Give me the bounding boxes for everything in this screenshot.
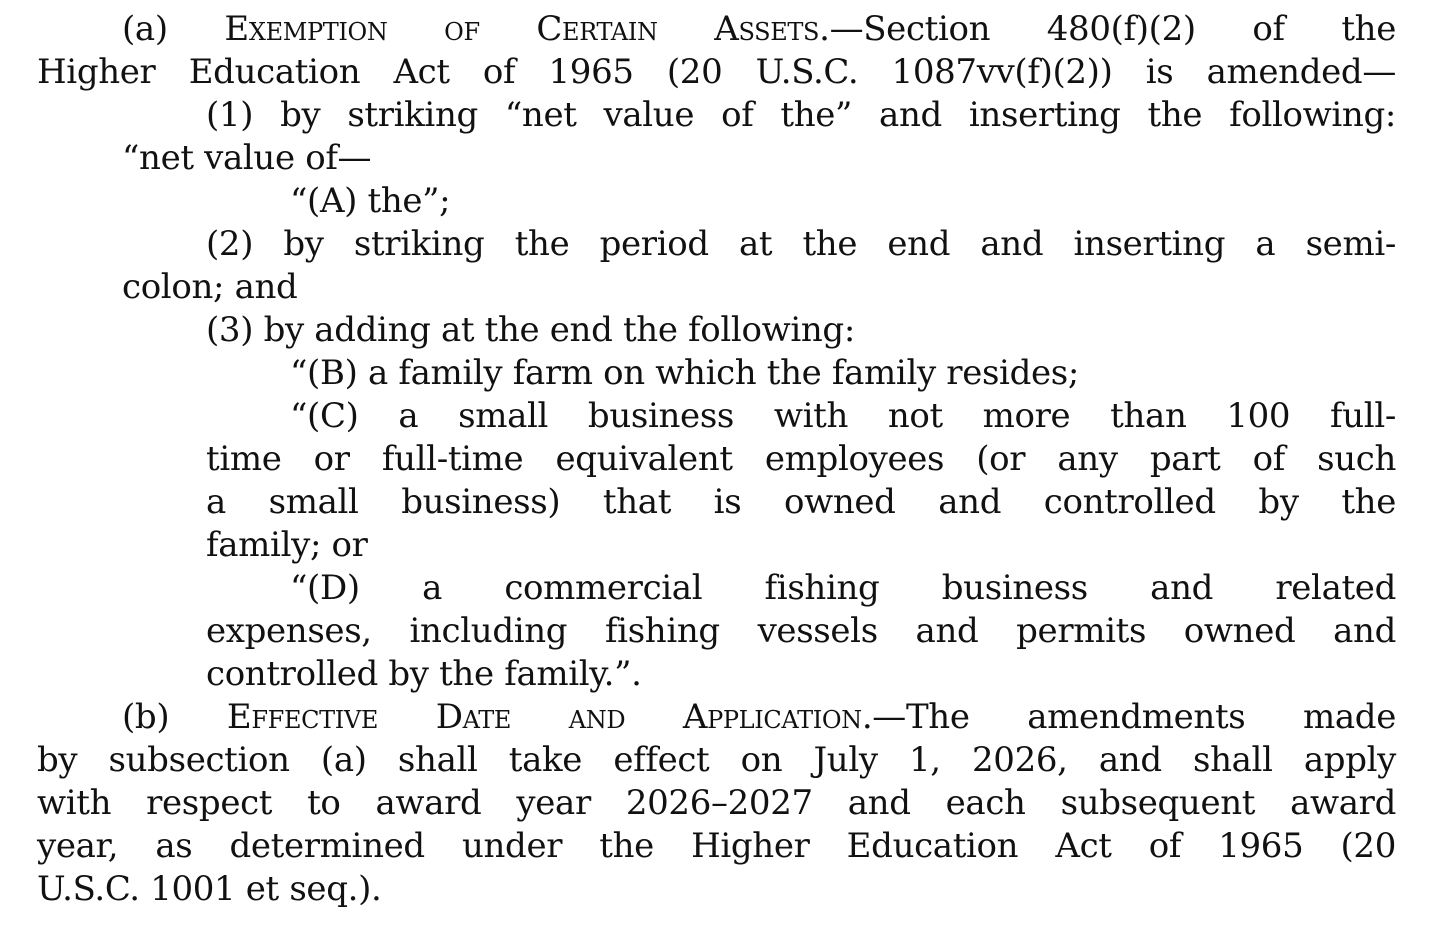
subsection-b-line-1-text: —The amendments made <box>872 697 1396 737</box>
subsection-a-line-1-text: —Section 480(f)(2) of the <box>829 9 1396 49</box>
subsection-a-designator: (a) <box>122 9 225 49</box>
subsection-b-heading: Effective Date and Application. <box>226 697 873 737</box>
subsection-b-line-2: by subsection (a) shall take effect on July 1, 2026, and shall apply <box>37 740 1396 780</box>
subparagraph-a-line-1: “(A) the”; <box>290 181 451 221</box>
subparagraph-c-line-4: family; or <box>206 525 368 565</box>
subsection-b-line-4: year, as determined under the Higher Education Act of 1965 (20 <box>37 826 1396 866</box>
paragraph-2-line-2: colon; and <box>122 267 298 307</box>
subparagraph-d-line-1: “(D) a commercial fishing business and related <box>290 568 1396 608</box>
subsection-b-line-3: with respect to award year 2026–2027 and each subsequent award <box>37 783 1396 823</box>
subparagraph-d-line-2: expenses, including fishing vessels and permits owned and <box>206 611 1396 651</box>
subsection-b-designator: (b) <box>122 697 227 737</box>
paragraph-3-line-1: (3) by adding at the end the following: <box>206 310 855 350</box>
subparagraph-c-line-3: a small business) that is owned and controlled by the <box>206 482 1396 522</box>
paragraph-2-line-1: (2) by striking the period at the end and inserting a semi- <box>206 224 1396 264</box>
paragraph-1-line-2: “net value of— <box>122 138 372 178</box>
subsection-b-line-5: U.S.C. 1001 et seq.). <box>37 869 382 909</box>
subsection-a-line-1 <box>122 8 1396 51</box>
subparagraph-d-line-3: controlled by the family.”. <box>206 654 642 694</box>
subparagraph-b-line-1: “(B) a family farm on which the family resides; <box>290 353 1079 393</box>
subparagraph-c-line-2: time or full-time equivalent employees (or any part of such <box>206 439 1396 479</box>
subsection-a-line-2: Higher Education Act of 1965 (20 U.S.C. 1087vv(f)(2)) is amended— <box>37 52 1396 92</box>
subsection-a-heading: Exemption of Certain Assets. <box>224 9 830 49</box>
subparagraph-c-line-1: “(C) a small business with not more than 100 full- <box>290 396 1396 436</box>
paragraph-1-line-1: (1) by striking “net value of the” and inserting the following: <box>206 95 1396 135</box>
subsection-b-line-1 <box>122 696 1396 739</box>
